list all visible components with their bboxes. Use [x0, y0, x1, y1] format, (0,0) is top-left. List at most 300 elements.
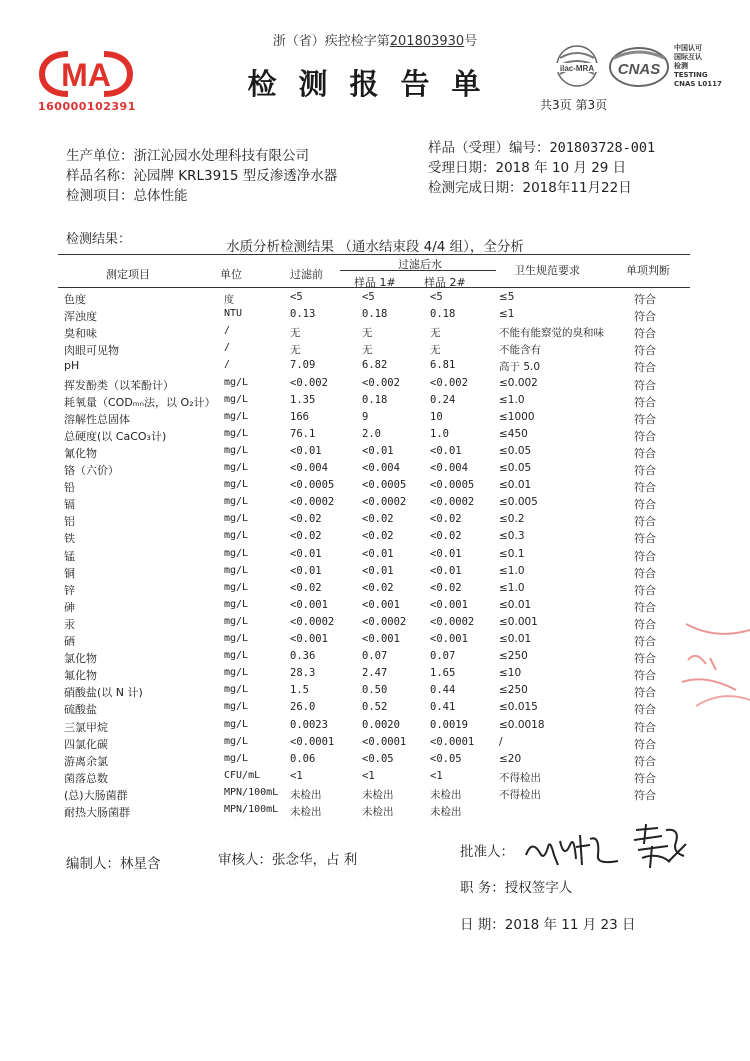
cell-sample2: <0.004	[430, 462, 468, 474]
cell-sample2: <0.01	[430, 564, 462, 577]
cell-standard: ≤250	[499, 650, 528, 663]
cell-before: <0.0001	[290, 735, 335, 748]
cell-item: 菌落总数	[64, 771, 108, 785]
cell-item: 氰化物	[64, 446, 97, 460]
cell-sample1: 0.18	[362, 393, 388, 406]
accept-date-line	[428, 156, 626, 176]
cell-before: <0.02	[290, 530, 322, 543]
cell-sample2: 10	[430, 410, 443, 423]
cell-before: 未检出	[290, 788, 322, 801]
cell-judgement: 符合	[634, 498, 656, 512]
cell-sample1: 0.50	[362, 684, 388, 697]
cell-before: 28.3	[290, 667, 316, 680]
cell-item: 铜	[64, 566, 75, 580]
cell-standard: ≤0.015	[499, 701, 538, 714]
table-row	[58, 291, 690, 308]
cell-unit: CFU/mL	[224, 769, 261, 781]
cell-judgement: 符合	[634, 464, 656, 477]
cell-unit: mg/L	[224, 615, 249, 627]
cell-before: 0.13	[290, 308, 316, 321]
cell-before: <0.02	[290, 513, 322, 526]
table-row	[58, 325, 690, 342]
table-row	[58, 394, 690, 411]
producer-label: 生产单位：	[66, 148, 134, 164]
cell-before: <0.0002	[290, 615, 335, 628]
cell-before: <0.001	[290, 633, 328, 645]
cell-item: 溶解性总固体	[64, 412, 130, 426]
cell-item: 硫酸盐	[64, 703, 97, 717]
header-after: 过滤后水	[398, 258, 442, 271]
cell-sample2: 1.0	[430, 427, 449, 440]
header-item: 测定项目	[106, 268, 150, 281]
cell-before: <0.01	[290, 547, 322, 560]
cell-sample2: 1.65	[430, 667, 456, 680]
report-number-suffix: 号	[464, 34, 478, 49]
cnas-caption-line: 检测	[674, 62, 688, 70]
cell-standard: 不能有能察觉的臭和味	[499, 327, 604, 340]
cell-unit: mg/L	[224, 496, 249, 508]
cell-sample2: <0.002	[430, 376, 468, 389]
cell-standard: ≤0.01	[499, 479, 532, 492]
cell-sample2: 6.81	[430, 359, 456, 372]
cell-item: 铬（六价）	[64, 464, 119, 477]
cell-item: 臭和味	[64, 327, 97, 341]
cell-unit: mg/L	[224, 462, 249, 473]
cell-sample1: <0.0001	[362, 735, 407, 748]
cell-judgement: 符合	[634, 652, 656, 666]
approver-signature-2	[628, 822, 690, 870]
cell-sample2: 0.07	[430, 650, 456, 663]
cell-item: 镉	[64, 498, 75, 512]
table-top-rule	[58, 254, 690, 255]
cell-item: 铁	[64, 532, 75, 546]
cell-judgement: 符合	[634, 515, 656, 529]
cell-sample1: <0.02	[362, 530, 394, 543]
cnas-caption-line: TESTING	[674, 71, 708, 79]
cell-before: <0.002	[290, 376, 328, 389]
cell-standard: ≤1.0	[499, 581, 525, 594]
cell-judgement: 符合	[634, 293, 656, 306]
header-before: 过滤前	[290, 268, 323, 281]
cell-item: (总)大肠菌群	[64, 788, 128, 802]
cell-sample2: <0.01	[430, 547, 462, 560]
position: 授权签字人	[504, 880, 573, 896]
cell-sample2: <0.0005	[430, 479, 475, 492]
cell-sample1: <0.0005	[362, 479, 407, 492]
cell-judgement: 符合	[634, 669, 656, 683]
cell-unit: MPN/100mL	[224, 804, 279, 815]
cell-standard: ≤10	[499, 667, 522, 680]
cell-item: 游离余氯	[64, 754, 108, 768]
table-row	[58, 650, 690, 667]
cell-standard: 不得检出	[499, 788, 541, 801]
date: 2018 年 11 月 23 日	[504, 917, 636, 933]
cell-judgement: 符合	[634, 378, 656, 392]
sample-name-line	[66, 164, 337, 184]
table-row	[58, 377, 690, 394]
cell-standard: ≤1.0	[499, 564, 525, 577]
approver-line	[460, 840, 514, 860]
report-number: 201803930	[389, 34, 465, 49]
cell-sample2: 无	[430, 344, 441, 357]
table-row	[58, 770, 690, 787]
cell-sample2: <0.0002	[430, 496, 475, 509]
cell-item: 砷	[64, 600, 75, 614]
table-row	[58, 428, 690, 445]
cell-sample1: <0.02	[362, 513, 394, 526]
cell-sample1: <0.004	[362, 462, 400, 474]
header-sample1: 样品 1#	[354, 276, 396, 289]
cell-judgement: 符合	[634, 737, 656, 751]
cell-sample1: 6.82	[362, 359, 388, 372]
cell-standard: /	[499, 735, 503, 748]
cell-standard: ≤0.05	[499, 444, 532, 457]
cell-sample2: <0.02	[430, 581, 462, 594]
cell-sample1: <0.01	[362, 564, 394, 577]
cell-unit: mg/L	[224, 598, 249, 610]
table-row	[58, 616, 690, 633]
cell-judgement: 符合	[634, 395, 656, 409]
cell-sample2: 0.24	[430, 393, 456, 406]
cell-before: <0.01	[290, 564, 322, 577]
cell-unit: /	[224, 325, 231, 337]
cell-item: 锰	[64, 549, 75, 563]
accept-date-label: 受理日期：	[428, 160, 496, 176]
approver-label: 批准人：	[460, 844, 514, 860]
table-row	[58, 736, 690, 753]
cell-item: 耐热大肠菌群	[64, 806, 130, 819]
reviewer-label: 审核人：	[218, 852, 272, 868]
cell-before: 无	[290, 344, 301, 357]
test-item-line	[66, 184, 188, 204]
cell-sample2: <0.02	[430, 530, 462, 543]
cell-judgement: 符合	[634, 481, 656, 495]
finish-date-label: 检测完成日期：	[428, 180, 523, 196]
cell-sample2: 未检出	[430, 806, 462, 818]
date-line	[460, 913, 635, 933]
cell-standard: ≤250	[499, 684, 528, 697]
table-row	[58, 582, 690, 599]
cell-item: 色度	[64, 293, 86, 306]
date-label: 日 期：	[460, 917, 505, 933]
cell-before: <1	[290, 769, 303, 782]
cell-judgement: 符合	[634, 720, 656, 734]
cell-standard: ≤0.2	[499, 513, 525, 526]
cell-sample2: <0.0002	[430, 615, 475, 628]
cell-unit: mg/L	[224, 513, 249, 525]
cell-sample1: 无	[362, 327, 373, 340]
cell-unit: mg/L	[224, 393, 249, 405]
cell-sample1: 2.0	[362, 427, 381, 440]
header-sample2: 样品 2#	[424, 276, 466, 289]
cell-sample2: 0.0019	[430, 718, 468, 731]
cell-item: 铅	[64, 481, 75, 495]
table-row	[58, 513, 690, 530]
cell-unit: 度	[224, 295, 234, 306]
table-row	[58, 462, 690, 479]
cell-standard: 不能含有	[499, 344, 541, 357]
test-item-label: 检测项目：	[66, 188, 134, 204]
cell-unit: mg/L	[224, 701, 249, 713]
cnas-logo	[608, 44, 670, 90]
cell-sample2: <0.001	[430, 633, 468, 645]
header-standard: 卫生规范要求	[514, 264, 580, 277]
cell-sample1: <0.001	[362, 598, 400, 611]
table-row	[58, 411, 690, 428]
cell-sample2: <0.001	[430, 598, 468, 611]
table-row	[58, 530, 690, 547]
cell-sample1: 0.18	[362, 308, 388, 321]
cell-item: 耗氧量（CODₘₙ法，以 O₂计）	[64, 395, 216, 409]
cell-before: 0.06	[290, 752, 316, 765]
cell-sample2: 0.18	[430, 308, 456, 321]
test-result-label: 检测结果：	[66, 232, 132, 247]
cell-unit: mg/L	[224, 684, 249, 696]
accept-date: 2018 年 10 月 29 日	[495, 160, 627, 176]
cell-unit: /	[224, 359, 231, 371]
cell-judgement: 符合	[634, 703, 656, 717]
cell-before: 1.5	[290, 684, 309, 697]
cell-sample1: 0.0020	[362, 718, 400, 731]
cell-unit: mg/L	[224, 547, 249, 559]
table-row	[58, 359, 690, 376]
cnas-logo-text: CNAS	[617, 61, 661, 78]
ilac-logo-text: ilac-MRA	[559, 64, 595, 73]
reviewer-line	[218, 848, 357, 868]
cell-unit: mg/L	[224, 376, 249, 388]
cell-item: 氟化物	[64, 669, 97, 683]
cell-standard: ≤1.0	[499, 393, 525, 406]
cell-unit: mg/L	[224, 752, 249, 764]
finish-date-line	[428, 176, 632, 196]
position-line	[460, 876, 572, 896]
cell-sample1: 0.07	[362, 650, 388, 663]
sample-number: 201803728-001	[549, 140, 656, 156]
cell-sample1: <0.001	[362, 633, 400, 645]
editor: 林星含	[120, 856, 161, 872]
table-row	[58, 599, 690, 616]
cell-item: pH	[64, 359, 80, 373]
cma-logo-text: MA	[61, 57, 111, 93]
cell-sample2: 0.44	[430, 684, 456, 697]
table-row	[58, 701, 690, 718]
table-row	[58, 445, 690, 462]
cell-sample1: 2.47	[362, 667, 388, 680]
cell-item: 氯化物	[64, 652, 97, 666]
table-row	[58, 719, 690, 736]
header-judgement: 单项判断	[626, 264, 670, 277]
cell-judgement: 符合	[634, 532, 656, 546]
cell-sample2: <1	[430, 769, 443, 782]
cell-unit: mg/L	[224, 530, 249, 542]
sample-name-label: 样品名称：	[66, 168, 134, 184]
producer: 浙江沁园水处理科技有限公司	[133, 148, 309, 164]
cell-sample1: <0.01	[362, 547, 394, 560]
cell-item: 三氯甲烷	[64, 720, 108, 734]
cell-sample1: <1	[362, 769, 375, 782]
cell-unit: mg/L	[224, 479, 249, 491]
cell-sample1: 9	[362, 410, 369, 423]
cnas-caption-line: 中国认可	[674, 44, 702, 52]
cell-sample2: 未检出	[430, 788, 462, 801]
table-row	[58, 753, 690, 770]
cell-before: 166	[290, 410, 309, 423]
cell-unit: mg/L	[224, 427, 249, 439]
cell-judgement: 符合	[634, 686, 656, 700]
finish-date: 2018年11月22日	[522, 180, 632, 196]
cnas-caption	[674, 44, 744, 89]
cell-sample1: 未检出	[362, 788, 394, 801]
cnas-caption-line: CNAS L0117	[674, 80, 722, 88]
cell-judgement: 符合	[634, 600, 656, 614]
table-row	[58, 342, 690, 359]
cell-standard: 不得检出	[499, 771, 541, 784]
cell-judgement: 符合	[634, 771, 656, 785]
cell-unit: NTU	[224, 308, 243, 320]
cell-item: 总硬度(以 CaCO₃计)	[64, 429, 167, 443]
cell-standard: 高于 5.0	[499, 361, 541, 374]
cell-judgement: 符合	[634, 583, 656, 597]
cell-unit: mg/L	[224, 650, 249, 662]
cell-standard: ≤1	[499, 308, 515, 321]
cell-judgement: 符合	[634, 549, 656, 563]
cell-standard: ≤1000	[499, 410, 535, 423]
cell-item: 铝	[64, 515, 75, 529]
cell-before: 7.09	[290, 359, 316, 372]
header-unit: 单位	[220, 268, 242, 281]
editor-line	[66, 852, 161, 872]
cell-standard: ≤0.3	[499, 530, 525, 543]
cell-standard: ≤450	[499, 427, 528, 440]
sample-number-line	[428, 136, 655, 156]
cell-item: 四氯化碳	[64, 737, 108, 751]
cell-unit: mg/L	[224, 667, 249, 679]
cell-sample1: <5	[362, 291, 375, 303]
cell-item: 汞	[64, 617, 75, 631]
table-row	[58, 548, 690, 565]
cell-unit: mg/L	[224, 581, 249, 593]
cell-judgement: 符合	[634, 788, 656, 802]
table-row	[58, 684, 690, 701]
table-row	[58, 479, 690, 496]
table-row	[58, 633, 690, 650]
table-row	[58, 496, 690, 513]
sample-number-label: 样品（受理）编号：	[428, 140, 550, 156]
cell-judgement: 符合	[634, 327, 656, 341]
cell-standard: ≤0.1	[499, 547, 525, 560]
cell-sample2: <0.01	[430, 444, 462, 457]
cell-standard: ≤0.0018	[499, 718, 545, 731]
cell-unit: /	[224, 342, 231, 354]
cell-before: 0.36	[290, 650, 316, 663]
cell-item: 硒	[64, 635, 75, 648]
cell-item: 浑浊度	[64, 310, 97, 324]
cell-item: 锌	[64, 583, 75, 597]
approver-signature	[520, 825, 625, 873]
cell-standard: ≤0.05	[499, 462, 532, 474]
cell-before: <5	[290, 291, 303, 303]
cell-standard: ≤5	[499, 291, 515, 303]
table-row	[58, 787, 690, 804]
cell-judgement: 符合	[634, 754, 656, 768]
sample-name: 沁园牌 KRL3915 型反渗透净水器	[133, 168, 338, 184]
table-subtitle: 水质分析检测结果 （通水结束段 4/4 组），全分析	[226, 239, 524, 255]
cell-before: <0.02	[290, 581, 322, 594]
producer-line	[66, 144, 309, 164]
cell-standard: ≤0.01	[499, 633, 532, 645]
cell-judgement: 符合	[634, 635, 656, 648]
cell-judgement: 符合	[634, 344, 656, 358]
cell-judgement: 符合	[634, 429, 656, 443]
cell-sample1: 无	[362, 344, 373, 357]
table-row	[58, 804, 690, 821]
cell-item: 挥发酚类（以苯酚计）	[64, 378, 174, 392]
red-stamp-fragment	[676, 620, 750, 710]
table-row	[58, 565, 690, 582]
cell-standard: ≤0.001	[499, 615, 538, 628]
cell-sample1: <0.05	[362, 752, 394, 765]
cell-standard: ≤20	[499, 752, 522, 765]
cell-sample2: <0.0001	[430, 735, 475, 748]
cell-judgement: 符合	[634, 446, 656, 460]
cell-before: <0.004	[290, 462, 328, 474]
cell-sample1: <0.01	[362, 444, 394, 457]
cell-unit: mg/L	[224, 735, 249, 747]
cell-sample2: <0.05	[430, 752, 462, 765]
cell-before: <0.001	[290, 598, 328, 611]
cell-sample1: 未检出	[362, 806, 394, 818]
cell-before: 0.0023	[290, 718, 328, 731]
cell-standard: ≤0.002	[499, 376, 538, 389]
cell-sample1: <0.0002	[362, 496, 407, 509]
cell-sample2: 0.41	[430, 701, 456, 714]
cell-standard: ≤0.005	[499, 496, 538, 509]
cell-sample2: <5	[430, 291, 443, 303]
cell-judgement: 符合	[634, 361, 656, 375]
table-row	[58, 308, 690, 325]
cell-standard: ≤0.01	[499, 598, 532, 611]
cell-before: 26.0	[290, 701, 316, 714]
cnas-caption-line: 国际互认	[674, 53, 702, 61]
cell-sample1: <0.0002	[362, 615, 407, 628]
cell-unit: mg/L	[224, 410, 249, 422]
cell-unit: mg/L	[224, 718, 249, 730]
cell-sample2: 无	[430, 327, 441, 340]
cell-before: 无	[290, 327, 301, 340]
cell-judgement: 符合	[634, 566, 656, 580]
cell-sample1: <0.02	[362, 581, 394, 594]
position-label: 职 务：	[460, 880, 505, 896]
cell-unit: mg/L	[224, 633, 249, 644]
cell-unit: mg/L	[224, 444, 249, 456]
cell-unit: MPN/100mL	[224, 786, 279, 798]
cell-judgement: 符合	[634, 310, 656, 324]
cell-judgement: 符合	[634, 617, 656, 631]
cell-item: 硝酸盐(以 N 计)	[64, 686, 143, 700]
page-title: 检测报告单	[247, 67, 503, 101]
page-info: 共3页 第3页	[540, 98, 608, 112]
report-number-prefix: 浙（省）疾控检字第	[272, 34, 390, 49]
cell-item: 肉眼可见物	[64, 344, 119, 358]
test-item: 总体性能	[133, 188, 188, 204]
cell-judgement: 符合	[634, 412, 656, 426]
cma-code: 160000102391	[38, 100, 136, 113]
cell-sample1: 0.52	[362, 701, 388, 714]
cell-before: <0.0005	[290, 479, 335, 492]
cell-before: 未检出	[290, 806, 322, 818]
ilac-mra-logo	[548, 44, 606, 90]
cell-sample1: <0.002	[362, 376, 400, 389]
